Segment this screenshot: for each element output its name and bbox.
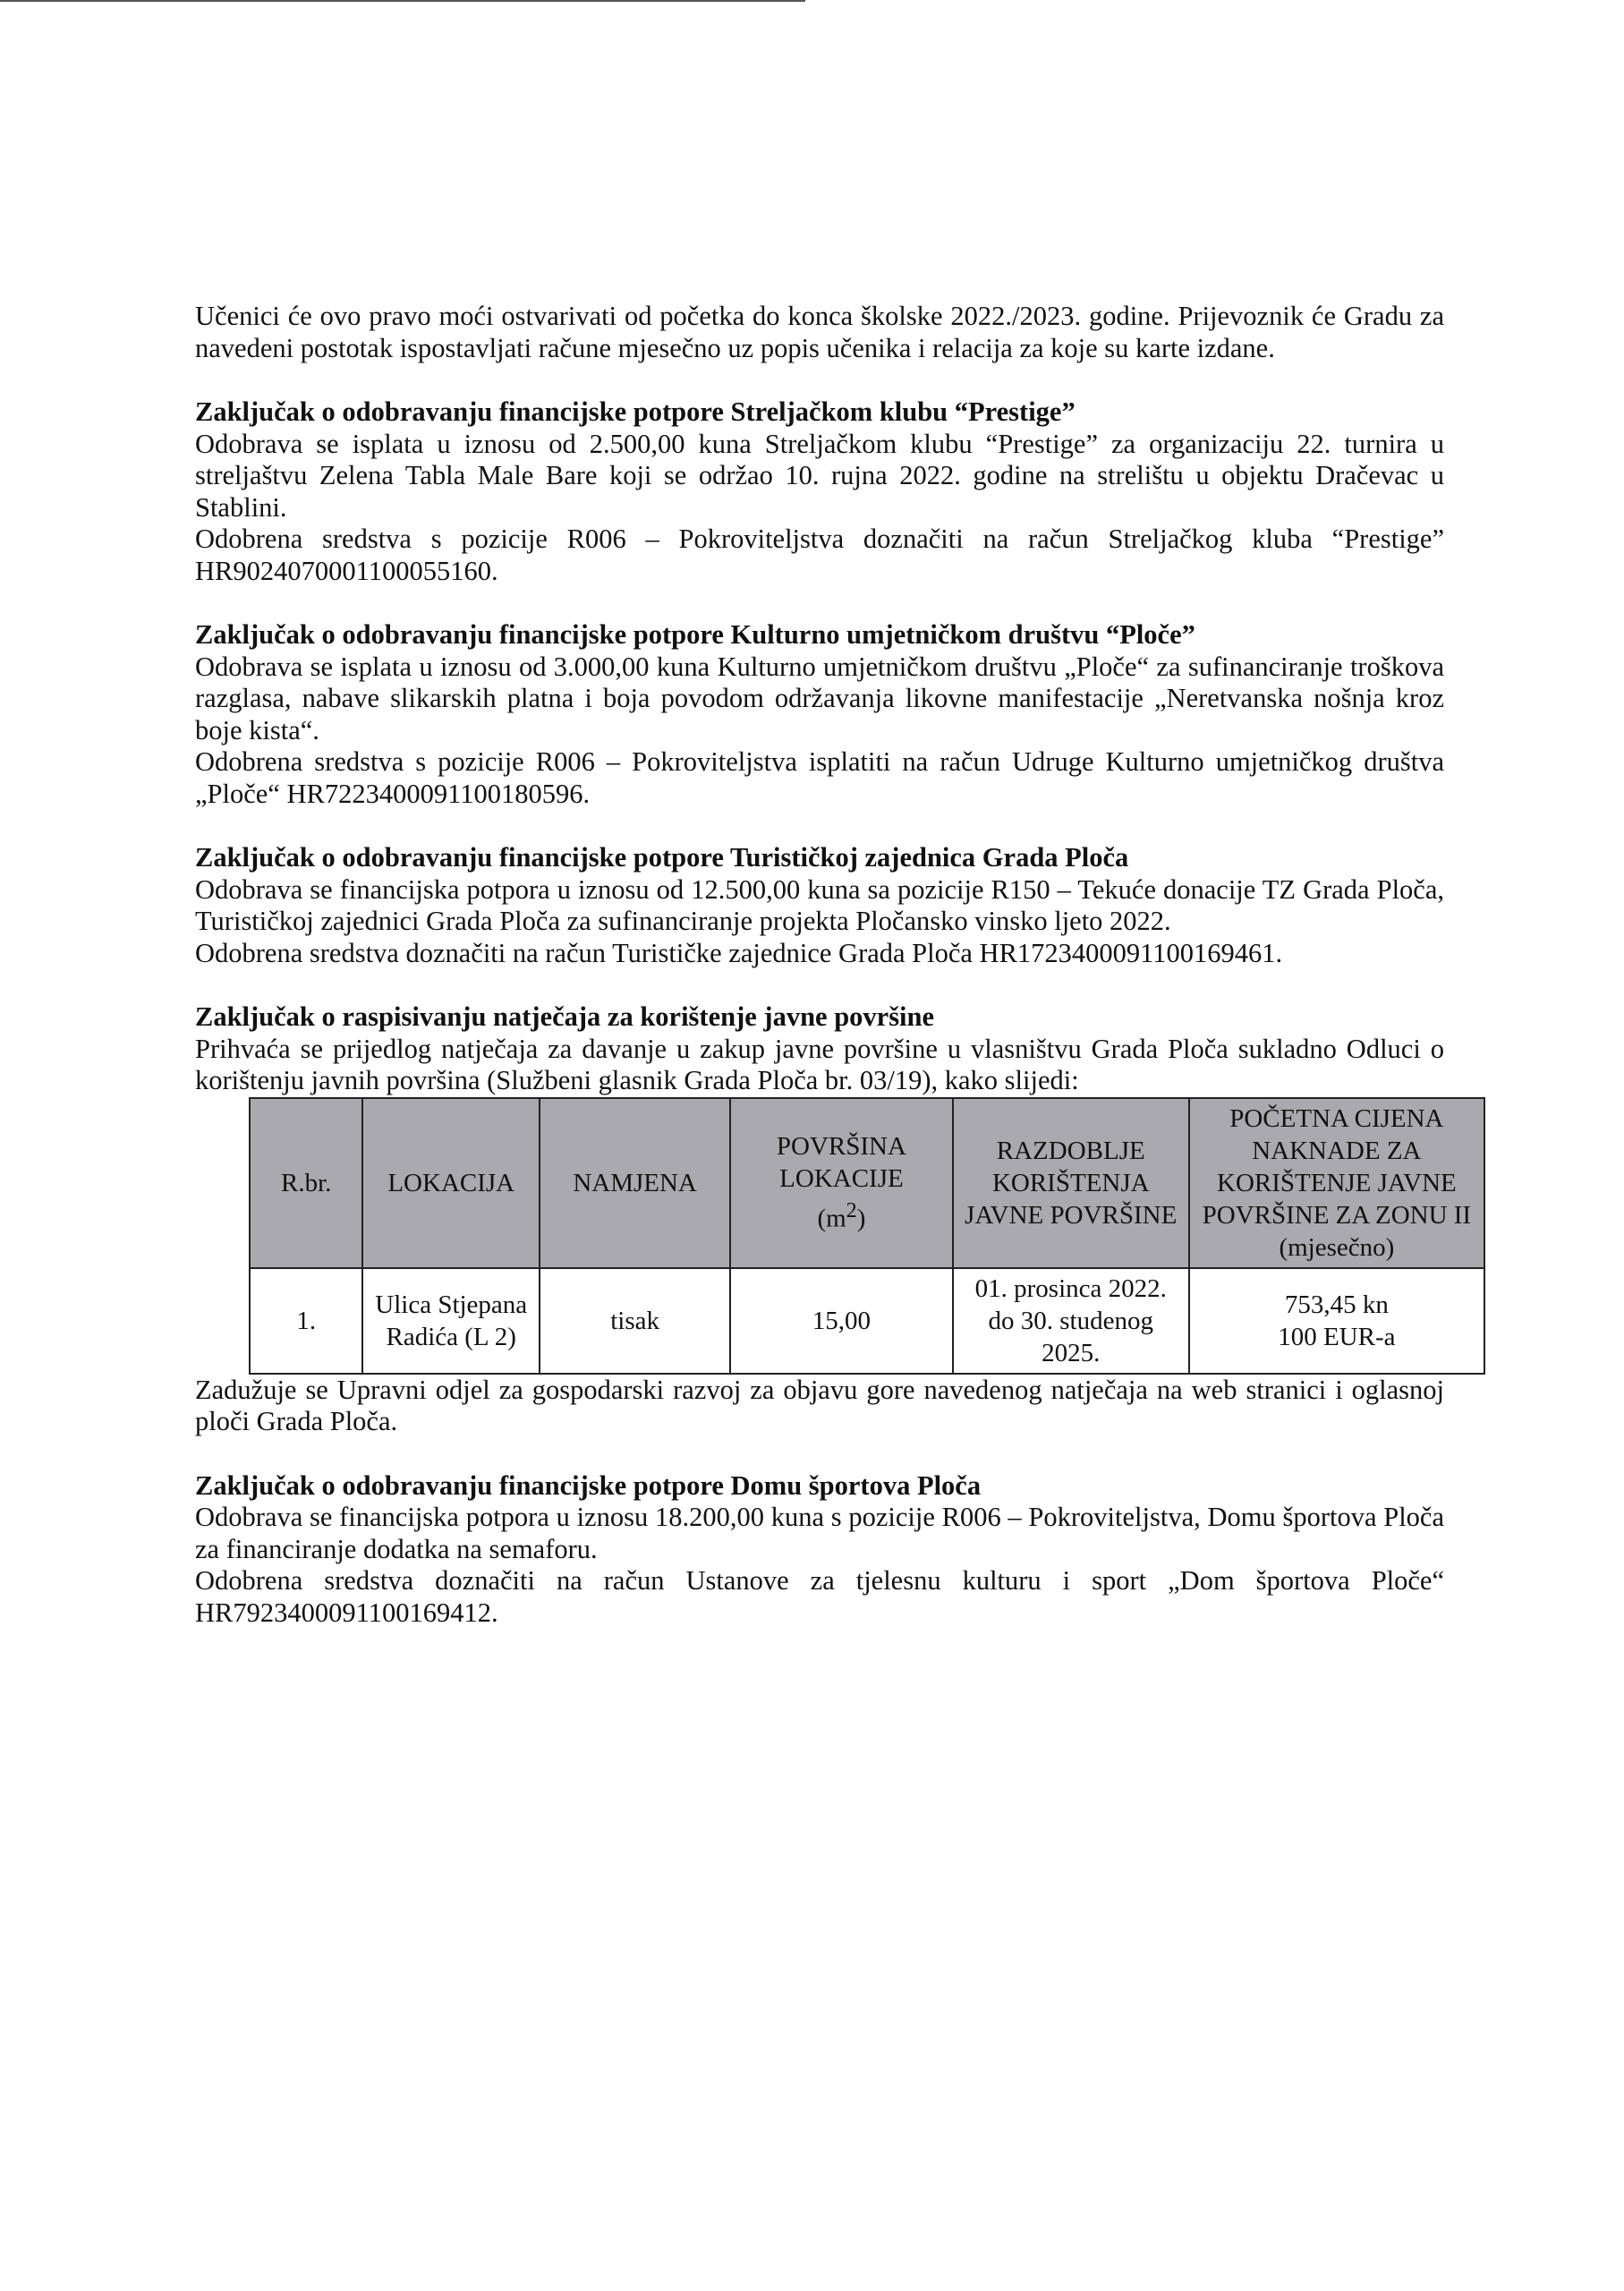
section-paragraph: Odobrena sredstva doznačiti na račun Turističke zajednice Grada Ploča HR1723400091100169461. bbox=[195, 937, 1283, 968]
section-natjecaj bbox=[195, 1001, 1472, 1438]
scan-top-edge bbox=[0, 0, 805, 2]
section-paragraph: Odobrena sredstva s pozicije R006 – Pokroviteljstva isplatiti na račun Udruge Kulturno umjetničkog društva „Ploče“ HR7223400091100180596. bbox=[195, 746, 1444, 809]
section-kud-ploce bbox=[195, 619, 1444, 810]
cell-cijena-eur: 100 EUR-a bbox=[1278, 1322, 1396, 1351]
cell-razdoblje: 01. prosinca 2022. do 30. studenog 2025. bbox=[953, 1268, 1189, 1374]
header-razdoblje: RAZDOBLJE KORIŠTENJA JAVNE POVRŠINE bbox=[953, 1098, 1189, 1268]
header-lokacija: LOKACIJA bbox=[362, 1098, 540, 1268]
table-row bbox=[250, 1268, 1484, 1374]
javna-povrsina-table bbox=[249, 1097, 1485, 1375]
cell-cijena bbox=[1189, 1268, 1484, 1374]
header-povrsina-close: ) bbox=[856, 1204, 866, 1233]
section-paragraph: Odobrava se financijska potpora u iznosu 18.200,00 kuna s pozicije R006 – Pokroviteljstva, Domu športova Ploča za financiranje dodatka na semaforu. bbox=[195, 1502, 1444, 1564]
section-title: Zaključak o raspisivanju natječaja za korištenje javne površine bbox=[195, 1001, 935, 1032]
header-povrsina-label: POVRŠINA LOKACIJE bbox=[776, 1132, 906, 1194]
document-body bbox=[195, 301, 1472, 1629]
header-povrsina-sup: 2 bbox=[846, 1198, 857, 1223]
section-paragraph: Prihvaća se prijedlog natječaja za davanje u zakup javne površine u vlasništvu Grada Ploča sukladno Odluci o korištenju javnih površina (Službeni glasnik Grada Ploča br. 03/19), kako slijedi: bbox=[195, 1033, 1444, 1095]
cell-rbr: 1. bbox=[250, 1268, 362, 1374]
cell-namjena: tisak bbox=[540, 1268, 730, 1374]
section-paragraph: Odobrava se isplata u iznosu od 3.000,00 kuna Kulturno umjetničkom društvu „Ploče“ za sufinanciranje troškova razglasa, nabave slikarskih platna i boja povodom održavanja likovne manifestacije „Neretvanska nošnja kroz boje kista“. bbox=[195, 651, 1444, 745]
intro-paragraph: Učenici će ovo pravo moći ostvarivati od početka do konca školske 2022./2023. godine. Prijevoznik će Gradu za navedeni postotak ispostavljati račune mjesečno uz popis učenika i relacija za koje su karte izdane. bbox=[195, 301, 1444, 363]
section-paragraph: Odobrena sredstva doznačiti na račun Ustanove za tjelesnu kulturu i sport „Dom športova Ploče“ HR7923400091100169412. bbox=[195, 1565, 1444, 1628]
cell-lokacija: Ulica Stjepana Radića (L 2) bbox=[362, 1268, 540, 1374]
header-povrsina bbox=[730, 1098, 953, 1268]
header-rbr: R.br. bbox=[250, 1098, 362, 1268]
section-title: Zaključak o odobravanju financijske potpore Domu športova Ploča bbox=[195, 1469, 982, 1501]
section-paragraph: Odobrena sredstva s pozicije R006 – Pokroviteljstva doznačiti na račun Streljačkog kluba “Prestige” HR9024070001100055160. bbox=[195, 524, 1444, 586]
header-namjena: NAMJENA bbox=[540, 1098, 730, 1268]
section-paragraph: Odobrava se financijska potpora u iznosu od 12.500,00 kuna sa pozicije R150 – Tekuće donacije TZ Grada Ploča, Turističkoj zajednici Grada Ploča za sufinanciranje projekta Pločansko vinsko ljeto 2022. bbox=[195, 873, 1444, 936]
header-cijena: POČETNA CIJENA NAKNADE ZA KORIŠTENJE JAVNE POVRŠINE ZA ZONU II (mjesečno) bbox=[1189, 1098, 1484, 1268]
section-title: Zaključak o odobravanju financijske potpore Streljačkom klubu “Prestige” bbox=[195, 396, 1076, 427]
section-paragraph: Odobrava se isplata u iznosu od 2.500,00 kuna Streljačkom klubu “Prestige” za organizaciju 22. turnira u streljaštvu Zelena Tabla Male Bare koji se održao 10. rujna 2022. godine na strelištu u objektu Dračevac u Stablini. bbox=[195, 428, 1444, 523]
section-prestige bbox=[195, 396, 1444, 587]
table-header-row bbox=[250, 1098, 1484, 1268]
section-turisticka-zajednica bbox=[195, 842, 1444, 969]
cell-povrsina: 15,00 bbox=[730, 1268, 953, 1374]
section-dom-sportova bbox=[195, 1470, 1444, 1630]
header-povrsina-unit: (m bbox=[817, 1204, 846, 1233]
section-paragraph: Zadužuje se Upravni odjel za gospodarski razvoj za objavu gore navedenog natječaja na web stranici i oglasnoj ploči Grada Ploča. bbox=[195, 1374, 1444, 1436]
section-title: Zaključak o odobravanju financijske potpore Turističkoj zajednica Grada Ploča bbox=[195, 842, 1129, 873]
cell-cijena-kn: 753,45 kn bbox=[1284, 1290, 1389, 1319]
section-title: Zaključak o odobravanju financijske potpore Kulturno umjetničkom društvu “Ploče” bbox=[195, 619, 1195, 650]
